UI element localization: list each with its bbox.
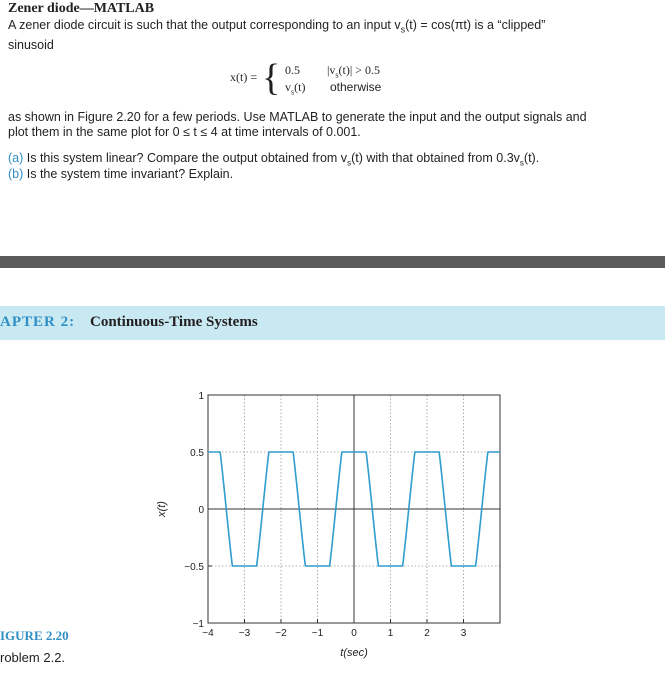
equation-row1-value: 0.5: [285, 63, 300, 77]
x-tick-label: 3: [460, 628, 467, 639]
chapter-title: Continuous-Time Systems: [90, 314, 258, 330]
y-axis-label: x(t): [156, 501, 168, 517]
question-b: (b) Is the system time invariant? Explain.: [8, 167, 234, 181]
problem-section: [0, 0, 665, 246]
question-a-label: (a): [8, 151, 24, 165]
x-tick-label: 2: [424, 628, 430, 639]
problem-body: as shown in Figure 2.20 for a few periods. Use MATLAB to generate the input and the output signals and plot them in the same plot for 0 ≤ t ≤ 4 at time intervals of 0.001.: [8, 110, 587, 139]
x-axis-label: t(sec): [340, 647, 368, 659]
y-tick-label: −0.5: [184, 562, 204, 573]
x-tick-label: −2: [275, 628, 287, 639]
chapter-header: [0, 306, 665, 340]
page-divider: [0, 256, 665, 268]
equation-row2-value: $v_s(t)$: [285, 80, 306, 97]
figure-label: IGURE 2.20: [0, 628, 69, 643]
equation-brace: {: [262, 57, 281, 99]
equation-lhs: x(t) =: [230, 70, 258, 84]
question-b-label: (b): [8, 167, 24, 181]
y-tick-label: −1: [192, 619, 204, 630]
question-a: (a) Is this system linear? Compare the output obtained from $v_s(t)$ with that obtained from $0.3v_s(t)$.: [8, 151, 540, 168]
x-tick-label: −4: [202, 628, 214, 639]
y-tick-label: 0.5: [190, 448, 204, 459]
x-tick-label: −1: [311, 628, 324, 639]
x-tick-label: −3: [238, 628, 251, 639]
problem-intro: A zener diode circuit is such that the output corresponding to an input $v_s(t) = \cos(\pi t)$ is a “clipped” sinusoid: [8, 18, 546, 52]
y-tick-label: 1: [198, 391, 204, 402]
x-tick-label: 1: [387, 628, 394, 639]
figure-caption: roblem 2.2.: [0, 650, 66, 665]
problem-title: Zener diode—MATLAB: [8, 1, 155, 16]
figure-chart: [140, 380, 520, 665]
equation-row2-condition: otherwise: [330, 80, 382, 94]
equation-row1-condition: $|v_s(t)| > 0.5$: [327, 63, 381, 80]
y-tick-label: 0: [198, 505, 204, 516]
chapter-label: APTER 2:: [0, 314, 76, 330]
x-tick-label: 0: [351, 628, 357, 639]
